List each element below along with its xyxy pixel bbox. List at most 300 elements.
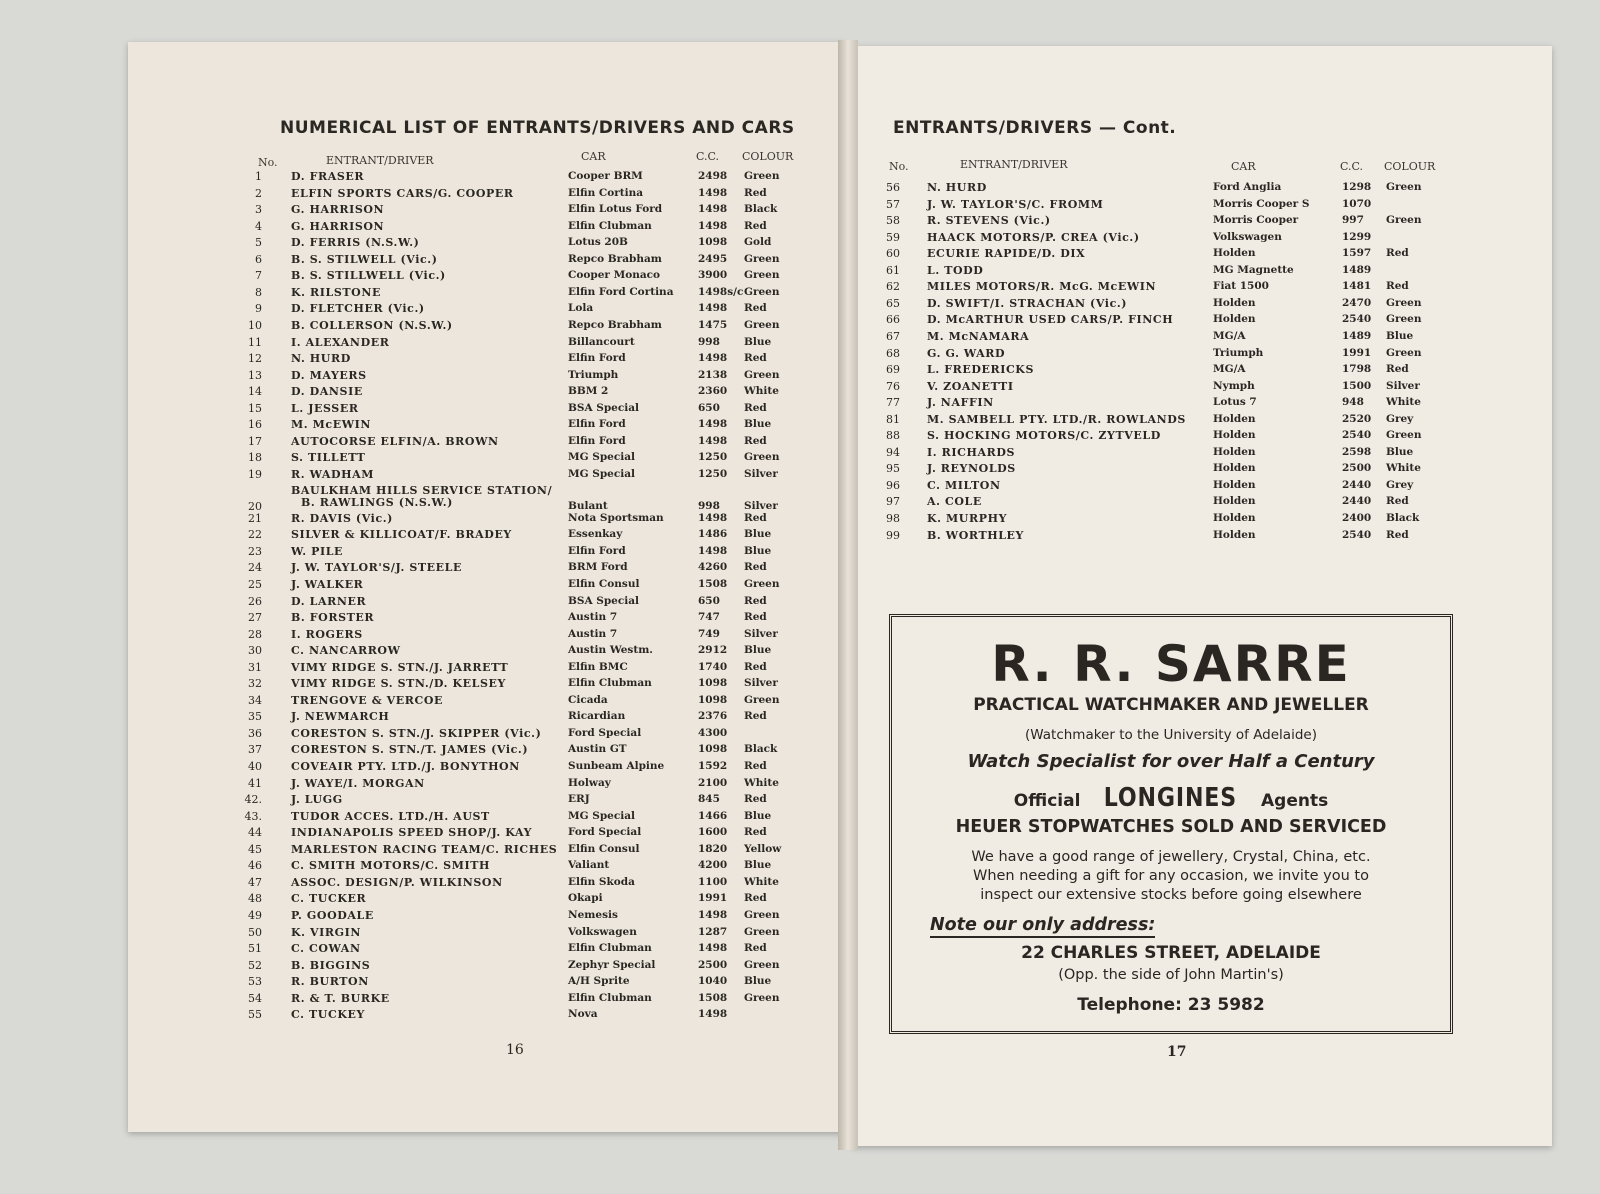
car-colour: Green (744, 451, 780, 464)
car-colour: Blue (744, 644, 772, 657)
car-name: Cooper Monaco (568, 269, 661, 282)
car-name: Ricardian (568, 710, 626, 723)
engine-cc: 1592 (698, 760, 728, 772)
entry-number: 40 (248, 760, 262, 773)
car-name: Zephyr Special (568, 958, 656, 971)
entrant-driver: B. S. STILLWELL (Vic.) (291, 269, 446, 283)
ad-official-suffix: Agents (1261, 791, 1329, 811)
car-colour: Blue (744, 544, 772, 557)
entrant-driver: D. FERRIS (N.S.W.) (291, 236, 420, 250)
car-name: MG Special (568, 451, 636, 464)
engine-cc: 2500 (698, 958, 728, 971)
entry-number: 81 (886, 412, 900, 426)
engine-cc: 1498 (698, 352, 728, 365)
engine-cc: 2500 (1342, 462, 1372, 475)
engine-cc: 1489 (1342, 263, 1372, 276)
table-row (0, 429, 1600, 445)
engine-cc: 998 (698, 500, 720, 513)
entry-number: 5 (255, 236, 262, 250)
car-name: Holden (1213, 247, 1256, 260)
entrant-driver: J. LUGG (291, 793, 343, 807)
car-name: MG Special (568, 809, 636, 822)
car-name: Nymph (1213, 379, 1255, 392)
car-colour: Black (744, 203, 778, 216)
car-colour: Black (1386, 512, 1420, 524)
engine-cc: 1498 (698, 219, 728, 232)
entry-number: 61 (886, 263, 900, 277)
engine-cc: 1498 (698, 434, 728, 447)
table-row (0, 412, 1600, 432)
entrant-driver: R. BURTON (291, 975, 369, 989)
entry-number: 97 (886, 495, 900, 509)
entry-number: 95 (886, 462, 900, 476)
header-colour: COLOUR (742, 150, 794, 163)
right-page-number: 17 (1167, 1044, 1187, 1060)
entry-number: 49 (248, 908, 262, 922)
entry-number: 21 (248, 511, 262, 525)
car-colour: Green (1386, 346, 1422, 359)
table-row (0, 181, 1600, 197)
engine-cc: 650 (698, 594, 720, 607)
entrant-driver: I. RICHARDS (927, 445, 1015, 459)
ad-heuer: HEUER STOPWATCHES SOLD AND SERVICED (955, 817, 1387, 837)
entry-number: 37 (248, 743, 262, 757)
car-colour: Red (1386, 247, 1409, 260)
entry-number: 77 (886, 396, 900, 410)
engine-cc: 1098 (698, 693, 728, 706)
engine-cc: 1098 (698, 236, 728, 249)
engine-cc: 1287 (698, 925, 728, 938)
car-colour: Green (744, 577, 780, 590)
table-row (0, 197, 1600, 217)
car-name: Volkswagen (1213, 230, 1282, 243)
engine-cc: 845 (698, 793, 720, 806)
entrant-driver: C. COWAN (291, 942, 361, 956)
entry-number: 18 (248, 451, 262, 465)
entrant-driver: M. SAMBELL PTY. LTD./R. ROWLANDS (927, 412, 1186, 426)
engine-cc: 1991 (698, 892, 728, 905)
entrant-driver: J. W. TAYLOR'S/J. STEELE (291, 561, 462, 575)
car-name: Holden (1213, 296, 1256, 309)
entry-number: 60 (886, 247, 900, 261)
engine-cc: 1740 (698, 660, 728, 673)
entrant-driver: VIMY RIDGE S. STN./J. JARRETT (291, 660, 509, 674)
engine-cc: 1100 (698, 875, 728, 888)
car-colour: White (744, 875, 779, 888)
car-name: Repco Brabham (568, 252, 662, 265)
entrant-driver: L. JESSER (291, 401, 359, 415)
entrant-driver: S. TILLETT (291, 451, 366, 465)
engine-cc: 1040 (698, 975, 728, 988)
car-colour: Red (744, 760, 767, 772)
table-row (0, 379, 1600, 399)
entrant-driver: BAULKHAM HILLS SERVICE STATION/ (291, 484, 553, 498)
engine-cc: 1498 (698, 908, 728, 921)
entry-number: 54 (248, 991, 262, 1005)
car-colour: Green (1386, 429, 1422, 442)
entry-number: 1 (255, 170, 262, 183)
entrant-driver: R. DAVIS (Vic.) (291, 511, 393, 525)
car-name: Holway (568, 776, 611, 789)
ad-tagline: PRACTICAL WATCHMAKER AND JEWELLER (973, 695, 1369, 715)
entrant-driver: D. SWIFT/I. STRACHAN (Vic.) (927, 296, 1128, 310)
engine-cc: 2520 (1342, 412, 1372, 425)
engine-cc: 3900 (698, 269, 728, 282)
car-name: Elfin Clubman (568, 219, 652, 232)
entry-number: 47 (248, 875, 262, 889)
car-colour: Red (744, 892, 767, 905)
engine-cc: 1508 (698, 991, 728, 1004)
entrant-driver: D. DANSIE (291, 385, 363, 399)
table-row (0, 280, 1600, 296)
car-colour: Red (744, 219, 767, 232)
table-row (0, 578, 1600, 594)
entrant-driver: ASSOC. DESIGN/P. WILKINSON (291, 875, 503, 889)
header-driver: ENTRANT/DRIVER (326, 154, 434, 167)
car-name: Elfin Ford (568, 418, 626, 431)
engine-cc: 1820 (698, 842, 728, 855)
engine-cc: 1475 (698, 318, 728, 331)
entrant-driver: D. LARNER (291, 594, 367, 608)
entrant-driver: D. MAYERS (291, 368, 367, 382)
entry-number: 6 (255, 252, 262, 266)
entrant-driver: R. & T. BURKE (291, 991, 390, 1005)
engine-cc: 2912 (698, 644, 728, 657)
entrant-driver: N. HURD (927, 181, 987, 194)
entrant-driver: ECURIE RAPIDE/D. DIX (927, 247, 1086, 261)
car-name: BRM Ford (568, 561, 628, 574)
entry-number: 25 (248, 577, 262, 591)
entrant-driver-line2: B. RAWLINGS (N.S.W.) (301, 496, 453, 510)
car-name: Elfin Clubman (568, 677, 652, 690)
car-name: Holden (1213, 429, 1256, 442)
table-row (0, 462, 1600, 478)
engine-cc: 1481 (1342, 280, 1372, 293)
entry-number: 50 (248, 925, 262, 939)
engine-cc: 1299 (1342, 230, 1372, 243)
car-colour: White (1386, 396, 1421, 409)
car-name: Ford Anglia (1213, 181, 1282, 193)
car-name: Nova (568, 1008, 598, 1021)
car-name: Elfin BMC (568, 660, 628, 673)
table-row (0, 296, 1600, 316)
car-colour: Green (744, 368, 780, 381)
car-colour: Red (1386, 280, 1409, 293)
car-colour: Green (1386, 214, 1422, 227)
table-row (0, 214, 1600, 230)
right-page-title: ENTRANTS/DRIVERS — Cont. (893, 118, 1177, 138)
entry-number: 76 (886, 379, 900, 393)
entrant-driver: M. McEWIN (291, 418, 372, 432)
car-colour: Blue (744, 418, 772, 431)
car-name: Holden (1213, 528, 1256, 541)
engine-cc: 1498 (698, 186, 728, 199)
car-name: Holden (1213, 495, 1256, 508)
engine-cc: 1298 (1342, 181, 1372, 193)
car-colour: Red (744, 660, 767, 673)
engine-cc: 1098 (698, 677, 728, 690)
car-colour: Red (744, 511, 767, 524)
car-colour: Blue (744, 528, 772, 541)
engine-cc: 1500 (1342, 379, 1372, 392)
car-name: Elfin Ford (568, 352, 626, 365)
entrant-driver: B. FORSTER (291, 611, 375, 625)
entrant-driver: K. RILSTONE (291, 285, 381, 299)
engine-cc: 1498s/c (698, 285, 744, 298)
car-name: Morris Cooper (1213, 214, 1299, 227)
car-colour: Green (1386, 296, 1422, 309)
table-row (0, 495, 1600, 514)
engine-cc: 1250 (698, 467, 728, 480)
entry-number: 20 (248, 500, 262, 514)
entrant-driver: P. GOODALE (291, 908, 374, 922)
entrant-driver: MARLESTON RACING TEAM/C. RICHES (291, 842, 558, 856)
car-colour: Silver (1386, 379, 1420, 392)
entry-number: 53 (248, 975, 262, 989)
engine-cc: 948 (1342, 396, 1364, 409)
entry-number: 13 (248, 368, 262, 382)
engine-cc: 1098 (698, 743, 728, 756)
car-name: Lotus 20B (568, 236, 628, 249)
entrant-driver: MILES MOTORS/R. McG. McEWIN (927, 280, 1157, 294)
entry-number: 27 (248, 611, 262, 625)
entry-number: 59 (886, 230, 900, 244)
car-name: Elfin Cortina (568, 186, 644, 199)
entrant-driver: I. ROGERS (291, 627, 363, 641)
entrant-driver: TRENGOVE & VERCOE (291, 693, 444, 707)
car-name: Triumph (568, 368, 619, 381)
entry-number: 19 (248, 467, 262, 481)
entrant-driver: AUTOCORSE ELFIN/A. BROWN (291, 434, 499, 448)
entrant-driver: COVEAIR PTY. LTD./J. BONYTHON (291, 760, 520, 773)
table-row (0, 561, 1600, 577)
engine-cc: 2376 (698, 710, 728, 723)
ad-telephone: Telephone: 23 5982 (1077, 995, 1265, 1015)
engine-cc: 1498 (698, 1008, 728, 1021)
entry-number: 17 (248, 434, 262, 448)
entrant-driver: ELFIN SPORTS CARS/G. COOPER (291, 186, 514, 200)
car-name: Valiant (568, 859, 610, 872)
car-colour: Green (744, 958, 780, 971)
entry-number: 10 (248, 318, 262, 332)
car-colour: Silver (744, 467, 778, 480)
car-colour: Gold (744, 236, 772, 249)
engine-cc: 1508 (698, 577, 728, 590)
car-colour: Red (744, 561, 767, 574)
header-car: CAR (581, 150, 606, 163)
entry-number: 88 (886, 429, 900, 443)
entry-number: 94 (886, 445, 900, 459)
entrant-driver: J. NAFFIN (927, 396, 994, 410)
entry-number: 62 (886, 280, 900, 294)
entrant-driver: J. WAYE/I. MORGAN (291, 776, 425, 790)
car-colour: Blue (1386, 445, 1414, 458)
table-row (0, 478, 1600, 498)
engine-cc: 2360 (698, 385, 728, 398)
engine-cc: 749 (698, 627, 720, 640)
car-name: Holden (1213, 313, 1256, 326)
car-colour: Green (744, 318, 780, 331)
car-colour: Red (744, 352, 767, 365)
header-no: No. (258, 156, 278, 169)
car-colour: Silver (744, 627, 778, 640)
car-name: Cooper BRM (568, 170, 643, 182)
engine-cc: 998 (698, 335, 720, 348)
entry-number: 9 (255, 302, 262, 316)
table-row (0, 363, 1600, 379)
entry-number: 32 (248, 677, 262, 691)
header-car: CAR (1231, 160, 1256, 173)
car-colour: Red (1386, 528, 1409, 541)
entrant-driver: G. HARRISON (291, 203, 385, 217)
engine-cc: 2440 (1342, 478, 1372, 491)
car-colour: Green (744, 252, 780, 265)
engine-cc: 1498 (698, 203, 728, 216)
car-colour: Green (744, 991, 780, 1004)
car-colour: Red (1386, 363, 1409, 376)
car-colour: Blue (744, 809, 772, 822)
entry-number: 3 (255, 203, 262, 217)
car-name: Nota Sportsman (568, 511, 664, 524)
entrant-driver: M. McNAMARA (927, 329, 1030, 343)
car-colour: Green (744, 285, 780, 298)
car-name: Ford Special (568, 826, 642, 839)
entrant-driver: C. NANCARROW (291, 644, 401, 658)
entrant-driver: D. FLETCHER (Vic.) (291, 302, 425, 316)
table-row (0, 263, 1600, 283)
entry-number: 31 (248, 660, 262, 674)
car-colour: Green (744, 908, 780, 921)
header-colour: COLOUR (1384, 160, 1436, 173)
car-colour: Grey (1386, 412, 1414, 425)
engine-cc: 747 (698, 611, 720, 624)
car-colour: Red (744, 302, 767, 315)
engine-cc: 1498 (698, 511, 728, 524)
table-row (0, 330, 1600, 346)
header-driver: ENTRANT/DRIVER (960, 158, 1068, 171)
header-cc: C.C. (696, 150, 720, 163)
car-colour: Green (744, 693, 780, 706)
entrant-driver: K. MURPHY (927, 512, 1008, 525)
car-name: Triumph (1213, 346, 1264, 359)
engine-cc: 1489 (1342, 329, 1372, 342)
car-name: Repco Brabham (568, 318, 662, 331)
engine-cc: 1498 (698, 418, 728, 431)
entry-number: 36 (248, 726, 262, 740)
entry-number: 22 (248, 528, 262, 542)
entrant-driver: J. WALKER (291, 577, 364, 591)
car-name: Holden (1213, 478, 1256, 491)
engine-cc: 2495 (698, 252, 728, 265)
engine-cc: 2440 (1342, 495, 1372, 508)
entry-number: 68 (886, 346, 900, 360)
engine-cc: 2540 (1342, 429, 1372, 442)
entrant-driver: C. TUCKEY (291, 1008, 365, 1022)
entry-number: 30 (248, 644, 262, 658)
entry-number: 58 (886, 214, 900, 228)
entrant-driver: V. ZOANETTI (927, 379, 1014, 393)
left-page-title: NUMERICAL LIST OF ENTRANTS/DRIVERS AND CARS (280, 118, 795, 138)
header-cc: C.C. (1340, 160, 1364, 173)
car-name: Elfin Ford (568, 544, 626, 557)
entrant-driver: R. STEVENS (Vic.) (927, 214, 1051, 228)
car-name: Lotus 7 (1213, 396, 1257, 409)
car-name: BBM 2 (568, 385, 609, 398)
car-name: Cicada (568, 693, 608, 706)
entry-number: 34 (248, 693, 262, 707)
ad-name: R. R. SARRE (991, 635, 1351, 693)
car-name: Holden (1213, 512, 1256, 524)
entrant-driver: W. PILE (291, 544, 344, 558)
car-colour: Yellow (744, 842, 782, 855)
entrant-driver: SILVER & KILLICOAT/F. BRADEY (291, 528, 512, 542)
car-colour: White (744, 776, 779, 789)
engine-cc: 1498 (698, 942, 728, 955)
entry-number: 48 (248, 892, 262, 906)
car-colour: Green (1386, 181, 1422, 193)
car-colour: Red (744, 710, 767, 723)
entrant-driver: C. MILTON (927, 478, 1001, 492)
ad-address: 22 CHARLES STREET, ADELAIDE (1021, 943, 1321, 963)
engine-cc: 997 (1342, 214, 1364, 227)
entrant-driver: I. ALEXANDER (291, 335, 390, 349)
entrant-driver: N. HURD (291, 352, 351, 366)
car-colour: White (1386, 462, 1421, 475)
entry-number: 46 (248, 859, 262, 873)
entry-number: 99 (886, 528, 900, 542)
car-name: Bulant (568, 500, 608, 513)
ad-body-line1: We have a good range of jewellery, Crystal, China, etc. (971, 849, 1371, 865)
car-name: Holden (1213, 445, 1256, 458)
car-colour: Blue (744, 975, 772, 988)
car-name: MG Special (568, 467, 636, 480)
table-row (0, 346, 1600, 366)
entry-number: 28 (248, 627, 262, 641)
car-colour: White (744, 385, 779, 398)
entrant-driver: CORESTON S. STN./J. SKIPPER (Vic.) (291, 726, 542, 740)
car-name: Elfin Skoda (568, 875, 635, 888)
ad-appointment: (Watchmaker to the University of Adelaide) (1025, 727, 1317, 743)
engine-cc: 2100 (698, 776, 728, 789)
engine-cc: 2470 (1342, 296, 1372, 309)
entry-number: 45 (248, 842, 262, 856)
entry-number: 7 (255, 269, 262, 283)
entrant-driver: G. HARRISON (291, 219, 385, 233)
car-name: Elfin Ford (568, 434, 626, 447)
car-colour: Blue (1386, 329, 1414, 342)
ad-specialist: Watch Specialist for over Half a Century (967, 751, 1375, 772)
engine-cc: 1486 (698, 528, 728, 541)
car-name: Lola (568, 302, 594, 315)
car-name: Austin 7 (568, 611, 618, 624)
table-row (0, 396, 1600, 412)
entry-number: 2 (255, 186, 262, 200)
table-row (0, 529, 1600, 545)
header-no: No. (889, 160, 909, 173)
entry-number: 14 (248, 385, 262, 399)
entrant-driver: B. S. STILWELL (Vic.) (291, 252, 438, 266)
ad-official-line (892, 783, 1450, 813)
car-name: Volkswagen (568, 925, 637, 938)
car-name: Okapi (568, 892, 603, 905)
car-colour: Green (1386, 313, 1422, 326)
table-row (0, 545, 1600, 561)
car-colour: Green (744, 269, 780, 282)
car-name: Ford Special (568, 726, 642, 739)
car-name: Elfin Clubman (568, 942, 652, 955)
entrant-driver: R. WADHAM (291, 467, 375, 481)
car-name: A/H Sprite (568, 975, 630, 988)
